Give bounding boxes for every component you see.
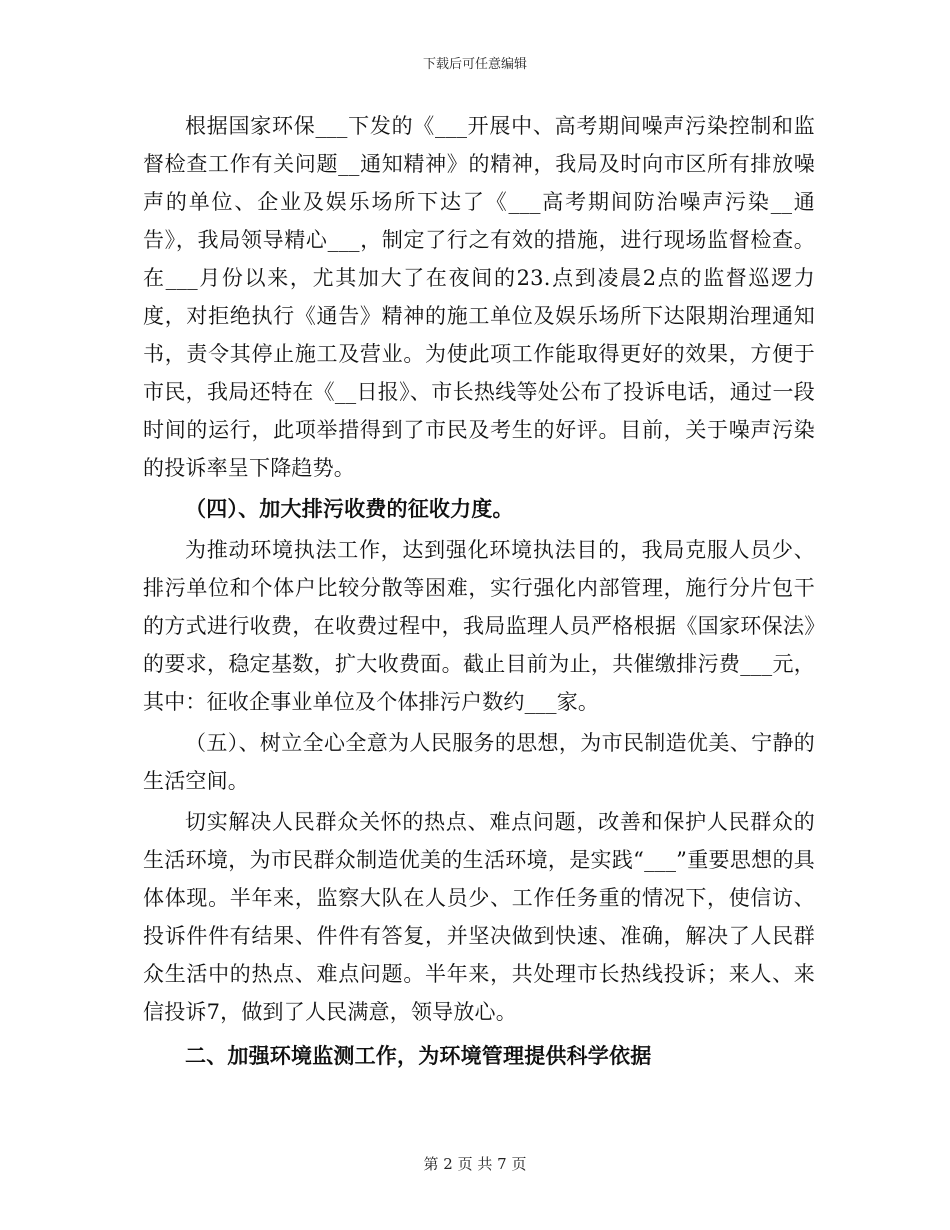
page-header: 下载后可任意编辑 bbox=[422, 57, 527, 72]
paragraph-noise-control: 根据国家环保___下发的《___开展中、高考期间噪声污染控制和监督检查工作有关问题__通知精神》的精神，我局及时向市区所有排放噪声的单位、企业及娱乐场所下达了《___高考期间防治噪声污染__通告》，我局领导精心___，制定了行之有效的措施，进行现场监督检查。在___月份以来，尤其加大了在夜间的23.点到凌晨2点的监督巡逻力度，对拒绝执行《通告》精神的施工单位及娱乐场所下达限期治理通知书，责令其停止施工及营业。为使此项工作能取得更好的效果，方便于市民，我局还特在《__日报》、市长热线等处公布了投诉电话，通过一段时间的运行，此项举措得到了市民及考生的好评。目前，关于噪声污染的投诉率呈下降趋势。 bbox=[143, 114, 815, 480]
page-footer: 第 2 页 共 7 页 bbox=[423, 1155, 527, 1173]
document-body bbox=[143, 107, 815, 1078]
section-heading-5: （五）、树立全心全意为人民服务的思想，为市民制造优美、宁静的生活空间。 bbox=[143, 731, 815, 793]
paragraph-sewage-fees: 为推动环境执法工作，达到强化环境执法目的，我局克服人员少、排污单位和个体户比较分散等困难，实行强化内部管理，施行分片包干的方式进行收费，在收费过程中，我局监理人员严格根据《国家环保法》的要求，稳定基数，扩大收费面。截止目前为止，共催缴排污费___元，其中：征收企事业单位及个体排污户数约___家。 bbox=[143, 538, 815, 714]
section-heading-monitoring: 二、加强环境监测工作，为环境管理提供科学依据 bbox=[185, 1043, 652, 1068]
paragraph-public-service: 切实解决人民群众关怀的热点、难点问题，改善和保护人民群众的生活环境，为市民群众制造优美的生活环境，是实践“___”重要思想的具体体现。半年来，监察大队在人员少、工作任务重的情况下，使信访、投诉件件有结果、件件有答复，并坚决做到快速、准确，解决了人民群众生活中的热点、难点问题。半年来，共处理市长热线投诉；来人、来信投诉7，做到了人民满意，领导放心。 bbox=[143, 810, 815, 1024]
section-heading-4: （四）、加大排污收费的征收力度。 bbox=[185, 496, 514, 521]
